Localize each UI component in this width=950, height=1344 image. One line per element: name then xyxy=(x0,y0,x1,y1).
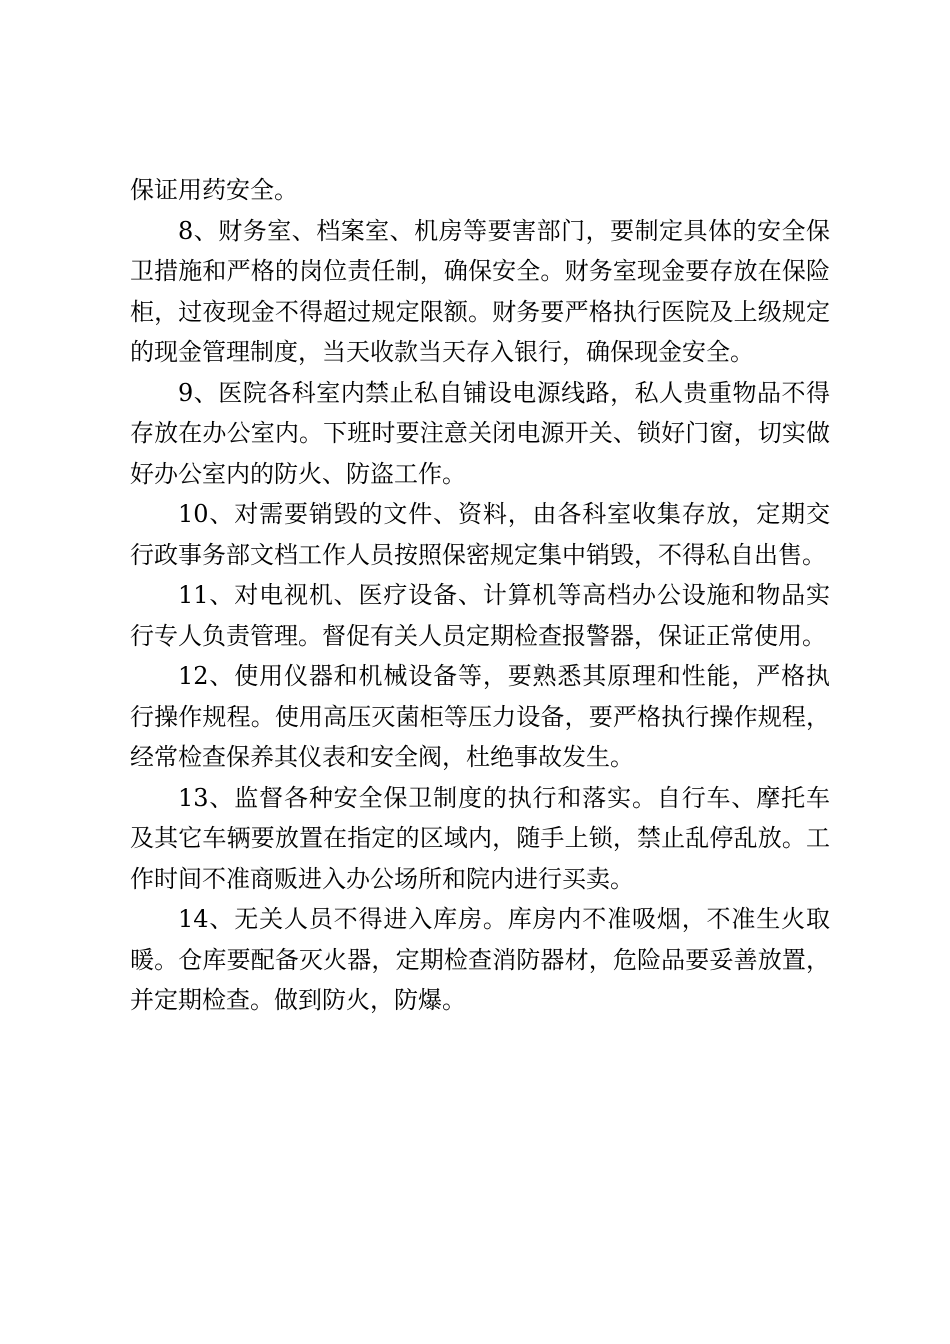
paragraph-item-12: 12、使用仪器和机械设备等，要熟悉其原理和性能，严格执行操作规程。使用高压灭菌柜等压力设备，要严格执行操作规程，经常检查保养其仪表和安全阀，杜绝事故发生。 xyxy=(130,662,830,771)
paragraph-continuation: 保证用药安全。 xyxy=(130,176,298,204)
document-body xyxy=(130,170,830,1021)
paragraph-item-10: 10、对需要销毁的文件、资料，由各科室收集存放，定期交行政事务部文档工作人员按照保密规定集中销毁，不得私自出售。 xyxy=(130,500,830,569)
paragraph-item-9: 9、医院各科室内禁止私自铺设电源线路，私人贵重物品不得存放在办公室内。下班时要注意关闭电源开关、锁好门窗，切实做好办公室内的防火、防盗工作。 xyxy=(130,378,830,488)
paragraph-item-14: 14、无关人员不得进入库房。库房内不准吸烟，不准生火取暖。仓库要配备灭火器，定期检查消防器材，危险品要妥善放置，并定期检查。做到防火，防爆。 xyxy=(130,905,830,1014)
paragraph-item-8: 8、财务室、档案室、机房等要害部门，要制定具体的安全保卫措施和严格的岗位责任制，确保安全。财务室现金要存放在保险柜，过夜现金不得超过规定限额。财务要严格执行医院及上级规定的现金管理制度，当天收款当天存入银行，确保现金安全。 xyxy=(130,216,830,366)
paragraph-item-11: 11、对电视机、医疗设备、计算机等高档办公设施和物品实行专人负责管理。督促有关人员定期检查报警器，保证正常使用。 xyxy=(130,581,830,650)
paragraph-item-13: 13、监督各种安全保卫制度的执行和落实。自行车、摩托车及其它车辆要放置在指定的区域内，随手上锁，禁止乱停乱放。工作时间不准商贩进入办公场所和院内进行买卖。 xyxy=(130,783,830,893)
